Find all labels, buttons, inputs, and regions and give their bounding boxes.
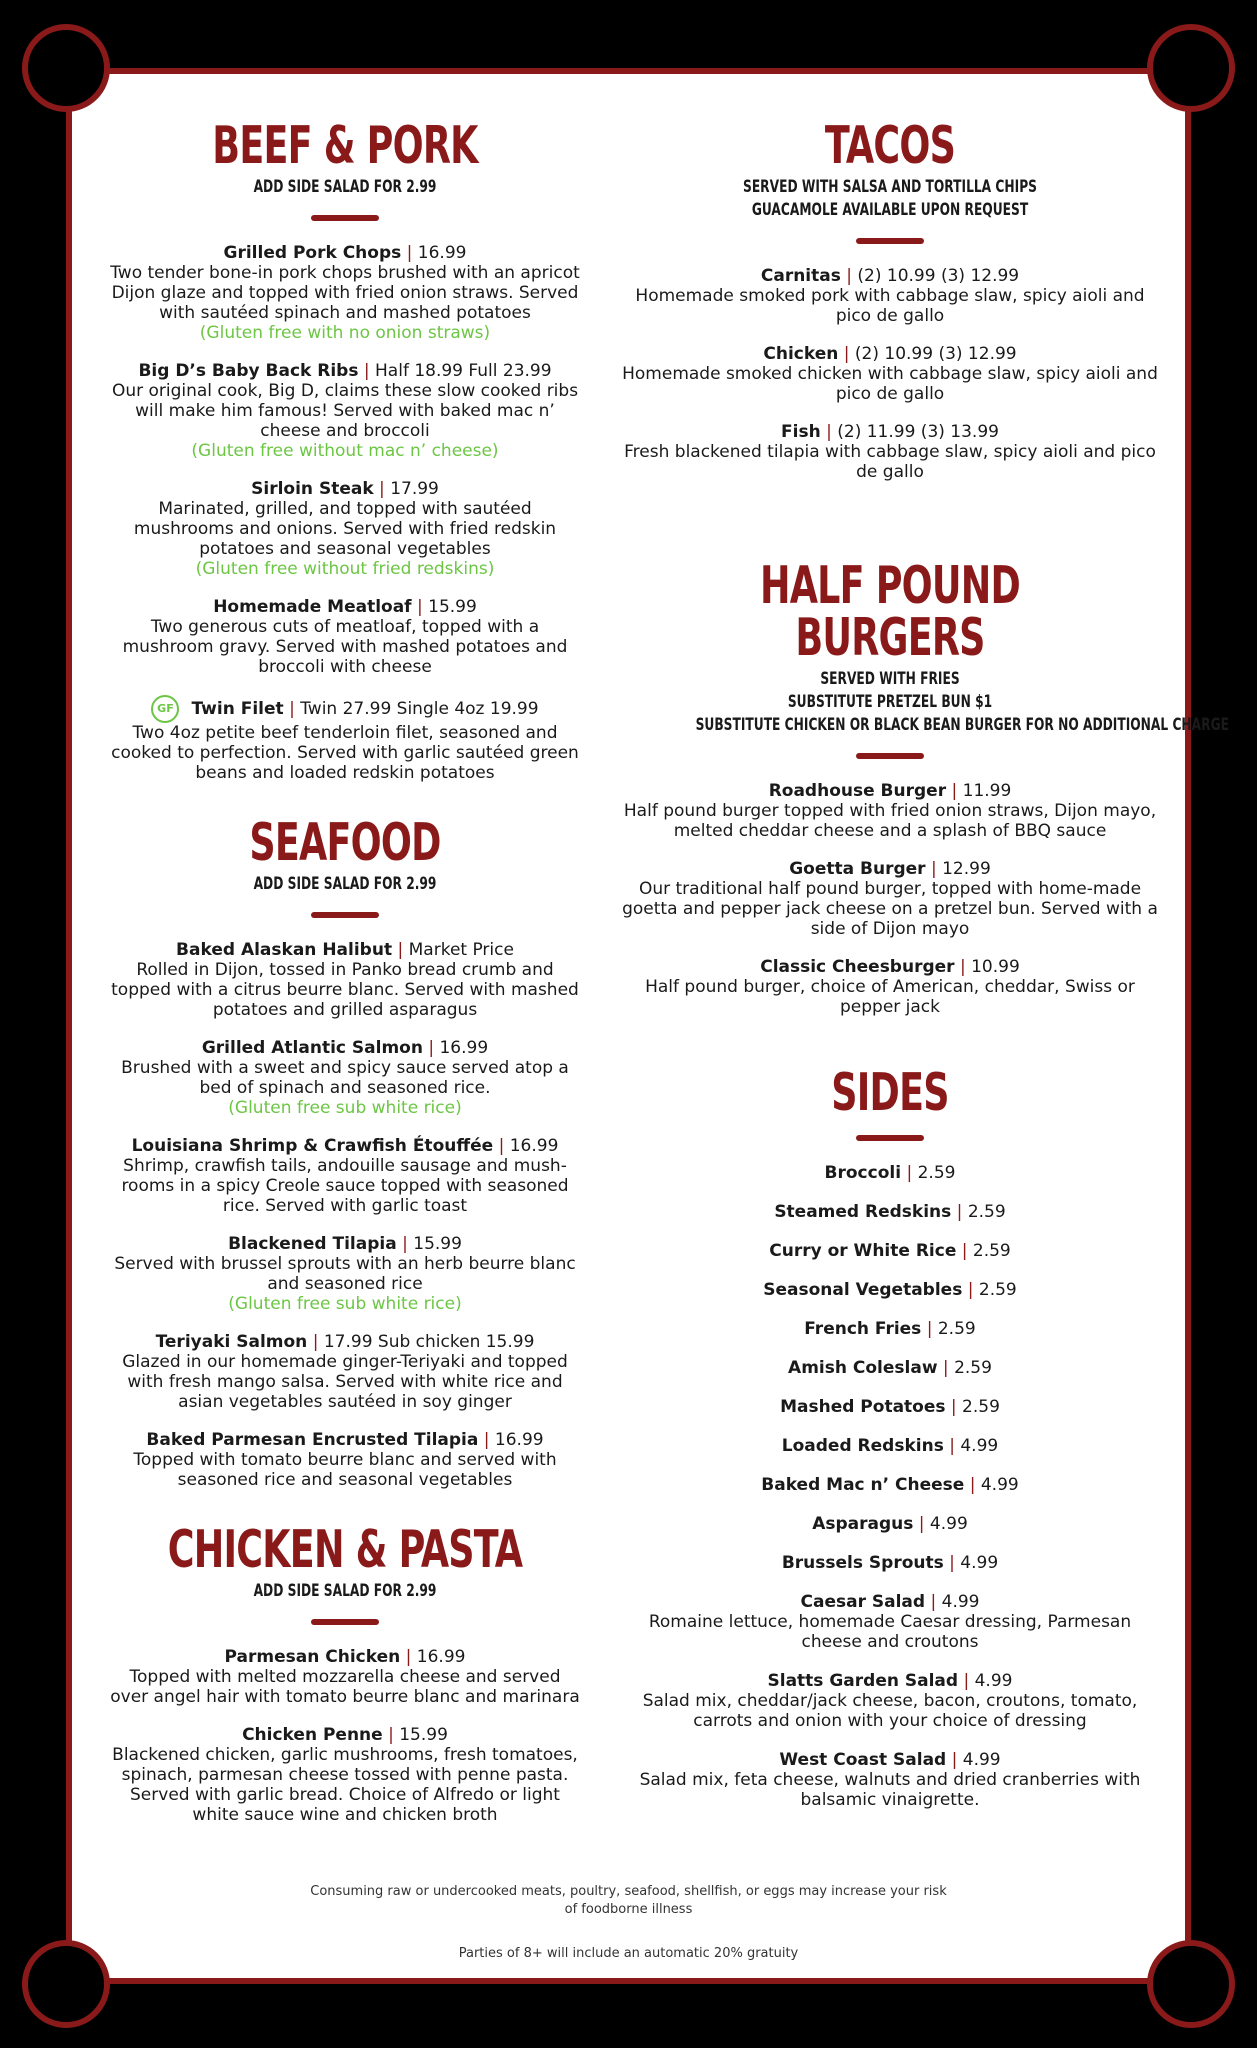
item-heading bbox=[110, 1038, 580, 1058]
item-price: 2.59 bbox=[972, 1240, 1011, 1261]
section-beef-pork bbox=[110, 116, 580, 783]
price-separator: | bbox=[283, 698, 301, 719]
item-description: Glazed in our homemade ginger-Teriyaki and topped with fresh mango salsa. Served with white rice and asian vegetables sautéed in soy ginger bbox=[122, 1351, 568, 1412]
item-price: (2) 10.99 (3) 12.99 bbox=[854, 343, 1017, 364]
item-name: Parmesan Chicken bbox=[224, 1646, 401, 1667]
menu-item bbox=[110, 1038, 580, 1118]
item-name: Seasonal Vegetables bbox=[763, 1279, 963, 1300]
price-separator: | bbox=[943, 1552, 961, 1573]
corner-notch-top-left bbox=[22, 24, 110, 112]
price-separator: | bbox=[358, 360, 376, 381]
section-divider bbox=[311, 215, 379, 221]
footnote-raw-foods: Consuming raw or undercooked meats, poultry, seafood, shellfish, or eggs may increase your risk of foodborne illness bbox=[310, 1884, 947, 1917]
item-price: 4.99 bbox=[974, 1670, 1013, 1691]
item-heading bbox=[110, 1725, 580, 1745]
item-price: 2.59 bbox=[954, 1357, 992, 1378]
item-name: Big D’s Baby Back Ribs bbox=[138, 360, 359, 381]
item-price: 2.59 bbox=[937, 1318, 976, 1339]
item-price: 11.99 bbox=[962, 780, 1012, 801]
item-name: Steamed Redskins bbox=[774, 1201, 952, 1222]
item-price: 16.99 bbox=[416, 1646, 466, 1667]
menu-item bbox=[110, 940, 580, 1020]
price-separator: | bbox=[382, 1724, 400, 1745]
item-price: Market Price bbox=[408, 939, 514, 960]
item-name: Louisiana Shrimp & Crawfish Étouffée bbox=[131, 1135, 494, 1156]
price-separator: | bbox=[422, 1037, 440, 1058]
item-price: 4.99 bbox=[929, 1513, 968, 1534]
price-separator: | bbox=[400, 1646, 417, 1667]
price-separator: | bbox=[307, 1331, 324, 1352]
item-description: Rolled in Dijon, tossed in Panko bread crumb and topped with a citrus beurre blanc. Served with mashed potatoes and grilled asparagus bbox=[111, 959, 579, 1020]
item-name: French Fries bbox=[804, 1318, 922, 1339]
item-heading bbox=[620, 781, 1160, 801]
item-heading bbox=[620, 1163, 1160, 1183]
item-price: Half 18.99 Full 23.99 bbox=[375, 360, 552, 381]
section-title: CHICKEN & PASTA bbox=[167, 1519, 523, 1580]
section-chicken-pasta bbox=[110, 1519, 580, 1825]
item-heading bbox=[620, 1397, 1160, 1417]
section-subtitle: SUBSTITUTE CHICKEN OR BLACK BEAN BURGER FOR NO ADDITIONAL CHARGE bbox=[695, 714, 1229, 735]
price-separator: | bbox=[493, 1135, 510, 1156]
right-column bbox=[620, 116, 1229, 1829]
price-separator: | bbox=[392, 939, 409, 960]
item-heading bbox=[620, 1671, 1160, 1691]
item-name: Amish Coleslaw bbox=[788, 1357, 938, 1378]
item-name: West Coast Salad bbox=[779, 1749, 947, 1770]
section-subtitle: ADD SIDE SALAD FOR 2.99 bbox=[253, 873, 437, 894]
item-name: Mashed Potatoes bbox=[780, 1396, 946, 1417]
item-name: Twin Filet bbox=[191, 698, 284, 719]
menu-item-list bbox=[620, 781, 1160, 1017]
price-separator: | bbox=[401, 242, 418, 263]
price-separator: | bbox=[937, 1357, 955, 1378]
item-heading bbox=[110, 479, 580, 499]
item-price: 4.99 bbox=[980, 1474, 1019, 1495]
item-name: Roadhouse Burger bbox=[768, 780, 947, 801]
item-heading bbox=[110, 361, 580, 381]
footer-gratuity bbox=[66, 1945, 1191, 1963]
menu-item bbox=[110, 695, 580, 783]
item-description: Half pound burger, choice of American, cheddar, Swiss or pepper jack bbox=[645, 976, 1135, 1017]
left-column bbox=[110, 116, 580, 1843]
item-heading bbox=[620, 1202, 1160, 1222]
item-price: 4.99 bbox=[960, 1435, 999, 1456]
side-item bbox=[620, 1436, 1160, 1456]
item-description: Blackened chicken, garlic mushrooms, fresh tomatoes, spinach, parmesan cheese tossed with penne pasta. Served with garlic bread. Choice of Alfredo or light white sauce wine and chicken broth bbox=[112, 1744, 578, 1825]
side-item bbox=[620, 1163, 1160, 1183]
price-separator: | bbox=[943, 1435, 961, 1456]
corner-notch-top-right bbox=[1147, 24, 1235, 112]
price-separator: | bbox=[921, 1318, 938, 1339]
menu-item bbox=[110, 1136, 580, 1216]
item-name: Grilled Atlantic Salmon bbox=[201, 1037, 423, 1058]
menu-item bbox=[110, 1725, 580, 1825]
item-heading bbox=[620, 344, 1160, 364]
item-heading bbox=[110, 1430, 580, 1450]
price-separator: | bbox=[946, 1749, 963, 1770]
section-sides bbox=[620, 1062, 1160, 1810]
item-name: Grilled Pork Chops bbox=[223, 242, 402, 263]
price-separator: | bbox=[820, 421, 838, 442]
side-item-list bbox=[620, 1163, 1160, 1810]
gluten-free-note: (Gluten free with no onion straws) bbox=[199, 322, 491, 343]
item-name: Chicken bbox=[763, 343, 839, 364]
item-heading bbox=[110, 1234, 580, 1254]
price-separator: | bbox=[958, 1670, 975, 1691]
section-divider bbox=[311, 1619, 379, 1625]
section-subtitle: SERVED WITH SALSA AND TORTILLA CHIPS bbox=[743, 177, 1037, 197]
item-heading bbox=[110, 940, 580, 960]
gluten-free-note: (Gluten free sub white rice) bbox=[228, 1097, 462, 1118]
price-separator: | bbox=[925, 858, 943, 879]
side-item bbox=[620, 1202, 1160, 1222]
section-subtitle: ADD SIDE SALAD FOR 2.99 bbox=[253, 1580, 437, 1601]
item-name: Baked Mac n’ Cheese bbox=[761, 1474, 965, 1495]
item-heading bbox=[110, 1136, 580, 1156]
item-name: Caesar Salad bbox=[800, 1591, 926, 1612]
item-heading bbox=[110, 1332, 580, 1352]
section-title: HALF POUND BURGERS bbox=[759, 555, 1021, 668]
item-price: 2.59 bbox=[917, 1162, 956, 1183]
item-price: (2) 10.99 (3) 12.99 bbox=[857, 265, 1020, 286]
item-name: Broccoli bbox=[824, 1162, 902, 1183]
item-name: Asparagus bbox=[812, 1513, 914, 1534]
section-tacos bbox=[620, 116, 1160, 482]
item-description: Homemade smoked pork with cabbage slaw, spicy aioli and pico de gallo bbox=[635, 285, 1145, 326]
footer-warning bbox=[66, 1883, 1191, 1919]
menu-item-list bbox=[110, 940, 580, 1490]
item-price: 10.99 bbox=[971, 956, 1020, 977]
item-name: Goetta Burger bbox=[789, 858, 926, 879]
item-description: Fresh blackened tilapia with cabbage slaw, spicy aioli and pico de gallo bbox=[624, 441, 1156, 482]
price-separator: | bbox=[962, 1279, 979, 1300]
item-heading bbox=[620, 1750, 1160, 1770]
gluten-free-note: (Gluten free sub white rice) bbox=[228, 1293, 462, 1314]
price-separator: | bbox=[964, 1474, 981, 1495]
section-subtitle: SUBSTITUTE PRETZEL BUN $1 bbox=[787, 691, 993, 712]
gluten-free-note: (Gluten free without fried redskins) bbox=[195, 558, 495, 579]
item-heading bbox=[110, 597, 580, 617]
side-item bbox=[620, 1319, 1160, 1339]
section-divider bbox=[856, 1135, 924, 1141]
footnote-gratuity: Parties of 8+ will include an automatic 20% gratuity bbox=[458, 1946, 799, 1961]
item-heading bbox=[620, 422, 1160, 442]
item-name: Homemade Meatloaf bbox=[213, 596, 412, 617]
item-heading bbox=[110, 243, 580, 263]
price-separator: | bbox=[951, 1201, 968, 1222]
section-divider bbox=[311, 912, 379, 918]
item-heading bbox=[620, 1241, 1160, 1261]
item-price: 4.99 bbox=[941, 1591, 980, 1612]
item-price: 2.59 bbox=[962, 1396, 1000, 1417]
price-separator: | bbox=[954, 956, 972, 977]
menu-item bbox=[110, 1647, 580, 1707]
item-description: Our original cook, Big D, claims these slow cooked ribs will make him famous! Served with baked mac n’ cheese and broccoli bbox=[111, 380, 579, 441]
item-description: Salad mix, cheddar/jack cheese, bacon, croutons, tomato, carrots and onion with your choice of dressing bbox=[642, 1690, 1138, 1731]
section-divider bbox=[856, 238, 924, 244]
menu-item bbox=[620, 957, 1160, 1017]
menu-item bbox=[110, 479, 580, 579]
item-price: (2) 11.99 (3) 13.99 bbox=[837, 421, 999, 442]
item-description: Two tender bone-in pork chops brushed with an apricot Dijon glaze and topped with fried onion straws. Served with sautéed spinach and mashed potatoes bbox=[110, 262, 580, 323]
side-item bbox=[620, 1475, 1160, 1495]
section-subtitle: GUACAMOLE AVAILABLE UPON REQUEST bbox=[751, 199, 1029, 220]
item-heading bbox=[620, 1475, 1160, 1495]
item-heading bbox=[620, 1280, 1160, 1300]
side-item bbox=[620, 1553, 1160, 1573]
item-heading bbox=[620, 1358, 1160, 1378]
price-separator: | bbox=[840, 265, 858, 286]
item-description: Marinated, grilled, and topped with sautéed mushrooms and onions. Served with fried redskin potatoes and seasonal vegetables bbox=[133, 498, 557, 559]
item-price: Twin 27.99 Single 4oz 19.99 bbox=[300, 698, 539, 719]
item-description: Half pound burger topped with fried onion straws, Dijon mayo, melted cheddar cheese and a splash of BBQ sauce bbox=[623, 800, 1157, 841]
item-name: Sirloin Steak bbox=[251, 478, 374, 499]
side-item bbox=[620, 1592, 1160, 1652]
section-subtitle: ADD SIDE SALAD FOR 2.99 bbox=[253, 177, 437, 197]
item-price: 15.99 bbox=[399, 1724, 448, 1745]
side-item bbox=[620, 1514, 1160, 1534]
item-description: Topped with tomato beurre blanc and served with seasoned rice and seasonal vegetables bbox=[133, 1449, 557, 1490]
item-price: 15.99 bbox=[413, 1233, 462, 1254]
menu-item bbox=[620, 781, 1160, 841]
item-heading bbox=[620, 1592, 1160, 1612]
menu-item bbox=[110, 243, 580, 343]
price-separator: | bbox=[913, 1513, 930, 1534]
item-name: Fish bbox=[781, 421, 821, 442]
item-description: Salad mix, feta cheese, walnuts and dried cranberries with balsamic vinaigrette. bbox=[639, 1769, 1141, 1810]
item-price: 17.99 bbox=[390, 478, 439, 499]
price-separator: | bbox=[838, 343, 855, 364]
section-title: SEAFOOD bbox=[249, 812, 441, 873]
item-heading bbox=[620, 1553, 1160, 1573]
menu-item bbox=[110, 361, 580, 461]
side-item bbox=[620, 1358, 1160, 1378]
menu-item bbox=[110, 597, 580, 677]
section-burgers bbox=[620, 555, 1229, 1017]
gluten-free-note: (Gluten free without mac n’ cheese) bbox=[191, 440, 499, 461]
item-price: 16.99 bbox=[509, 1135, 559, 1156]
item-name: Classic Cheesburger bbox=[760, 956, 955, 977]
menu-item bbox=[110, 1332, 580, 1412]
item-price: 4.99 bbox=[960, 1552, 999, 1573]
item-description: Homemade smoked chicken with cabbage slaw, spicy aioli and pico de gallo bbox=[622, 363, 1158, 404]
menu-item bbox=[110, 1234, 580, 1314]
gluten-free-icon: GF bbox=[151, 695, 179, 723]
price-separator: | bbox=[373, 478, 391, 499]
section-title: TACOS bbox=[824, 116, 956, 176]
menu-item bbox=[620, 344, 1160, 404]
item-name: Carnitas bbox=[760, 265, 841, 286]
item-name: Blackened Tilapia bbox=[228, 1233, 397, 1254]
item-price: 15.99 bbox=[428, 596, 477, 617]
item-description: Shrimp, crawfish tails, andouille sausage and mush-rooms in a spicy Creole sauce topped with seasoned rice. Served with garlic toast bbox=[121, 1155, 569, 1216]
item-price: 2.59 bbox=[978, 1279, 1017, 1300]
item-heading bbox=[620, 1319, 1160, 1339]
item-name: Teriyaki Salmon bbox=[155, 1331, 308, 1352]
side-item bbox=[620, 1671, 1160, 1731]
item-name: Curry or White Rice bbox=[769, 1240, 957, 1261]
side-item bbox=[620, 1750, 1160, 1810]
item-name: Loaded Redskins bbox=[781, 1435, 944, 1456]
price-separator: | bbox=[396, 1233, 414, 1254]
menu-item-list bbox=[110, 1647, 580, 1825]
item-price: 16.99 bbox=[417, 242, 467, 263]
item-description: Topped with melted mozzarella cheese and served over angel hair with tomato beurre blanc and marinara bbox=[110, 1666, 580, 1707]
menu-item bbox=[620, 266, 1160, 326]
section-divider bbox=[856, 753, 924, 759]
section-title: BEEF & PORK bbox=[212, 116, 478, 176]
item-name: Baked Alaskan Halibut bbox=[176, 939, 393, 960]
item-description: Two generous cuts of meatloaf, topped with a mushroom gravy. Served with mashed potatoes and broccoli with cheese bbox=[122, 616, 568, 677]
menu-item bbox=[110, 1430, 580, 1490]
item-price: 2.59 bbox=[967, 1201, 1006, 1222]
item-name: Chicken Penne bbox=[242, 1724, 383, 1745]
price-separator: | bbox=[411, 596, 429, 617]
menu-item bbox=[620, 859, 1160, 939]
item-price: 17.99 Sub chicken 15.99 bbox=[323, 1331, 535, 1352]
price-separator: | bbox=[901, 1162, 918, 1183]
section-title: SIDES bbox=[831, 1062, 949, 1123]
item-name: Brussels Sprouts bbox=[781, 1552, 944, 1573]
section-seafood bbox=[110, 812, 580, 1490]
price-separator: | bbox=[946, 780, 963, 801]
item-description: Served with brussel sprouts with an herb beurre blanc and seasoned rice bbox=[114, 1253, 576, 1294]
item-heading bbox=[110, 695, 580, 723]
price-separator: | bbox=[478, 1429, 495, 1450]
price-separator: | bbox=[956, 1240, 973, 1261]
item-price: 12.99 bbox=[942, 858, 991, 879]
price-separator: | bbox=[925, 1591, 942, 1612]
menu-item-list bbox=[620, 266, 1160, 482]
item-name: Slatts Garden Salad bbox=[767, 1670, 959, 1691]
menu-item-list bbox=[110, 243, 580, 783]
item-name: Baked Parmesan Encrusted Tilapia bbox=[146, 1429, 479, 1450]
item-price: 4.99 bbox=[962, 1749, 1001, 1770]
item-heading bbox=[620, 859, 1160, 879]
item-description: Brushed with a sweet and spicy sauce served atop a bed of spinach and seasoned rice. bbox=[121, 1057, 569, 1098]
side-item bbox=[620, 1241, 1160, 1261]
side-item bbox=[620, 1397, 1160, 1417]
item-price: 16.99 bbox=[439, 1037, 489, 1058]
item-heading bbox=[620, 266, 1160, 286]
item-description: Our traditional half pound burger, topped with home-made goetta and pepper jack cheese on a pretzel bun. Served with a side of Dijon mayo bbox=[622, 878, 1158, 939]
section-subtitle: SERVED WITH FRIES bbox=[820, 668, 960, 689]
menu-item bbox=[620, 422, 1160, 482]
item-heading bbox=[620, 1436, 1160, 1456]
price-separator: | bbox=[945, 1396, 963, 1417]
side-item bbox=[620, 1280, 1160, 1300]
item-description: Two 4oz petite beef tenderloin filet, seasoned and cooked to perfection. Served with garlic sautéed green beans and loaded redskin potatoes bbox=[111, 722, 579, 783]
item-price: 16.99 bbox=[494, 1429, 544, 1450]
item-heading bbox=[110, 1647, 580, 1667]
item-description: Romaine lettuce, homemade Caesar dressing, Parmesan cheese and croutons bbox=[648, 1611, 1132, 1652]
item-heading bbox=[620, 957, 1160, 977]
item-heading bbox=[620, 1514, 1160, 1534]
